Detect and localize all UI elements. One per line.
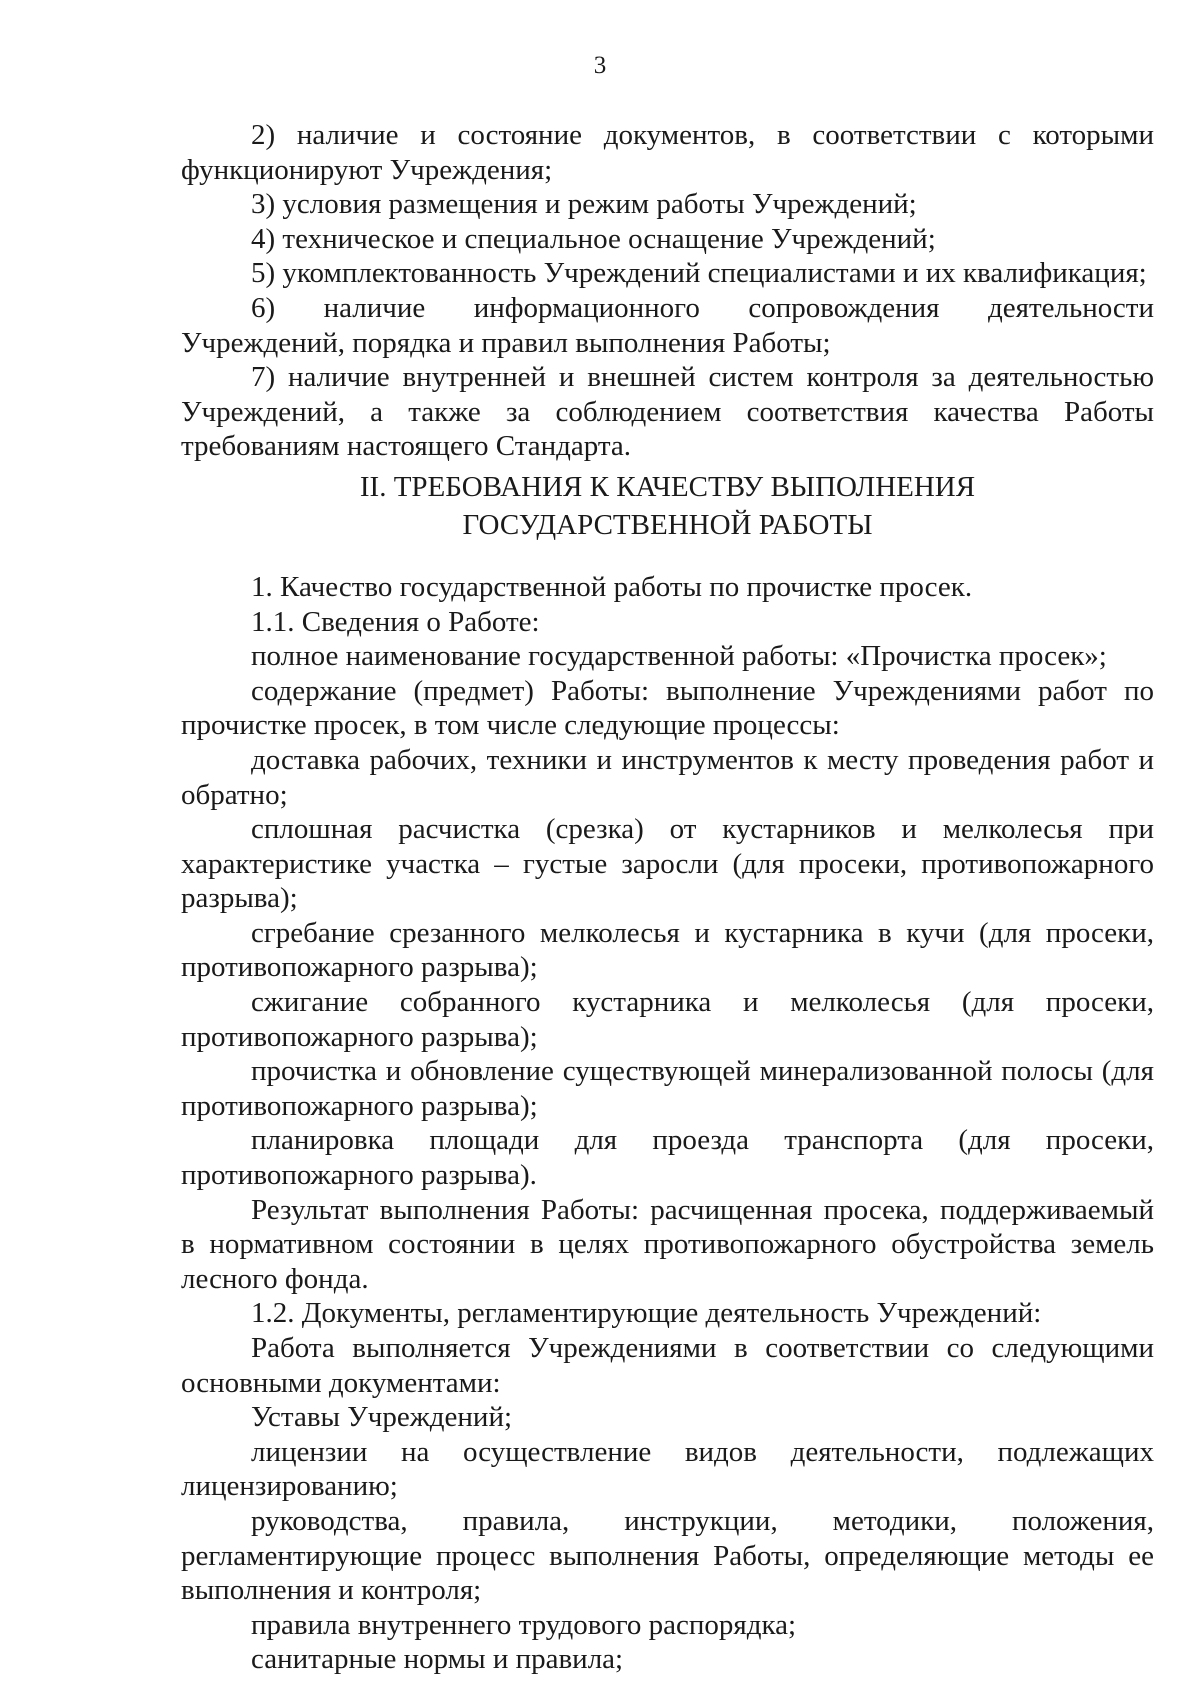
paragraph: доставка рабочих, техники и инструментов к месту проведения работ и обратно; — [181, 743, 1154, 811]
paragraph: 1. Качество государственной работы по прочистке просек. — [251, 570, 973, 603]
section-heading — [181, 464, 1154, 544]
paragraph: сгребание срезанного мелколесья и кустарника в кучи (для просеки, противопожарного разрыва); — [181, 916, 1154, 984]
spacer — [181, 544, 1154, 570]
paragraph: правила внутреннего трудового распорядка; — [251, 1608, 797, 1641]
paragraph: полное наименование государственной работы: «Прочистка просек»; — [251, 640, 1107, 673]
document-body — [181, 118, 1154, 1677]
paragraph: Работа выполняется Учреждениями в соответствии со следующими основными документами: — [181, 1332, 1154, 1399]
paragraph: Результат выполнения Работы: расчищенная просека, поддерживаемый в нормативном состоянии в целях противопожарного обустройства земель лесного фонда. — [181, 1193, 1154, 1295]
paragraph: Уставы Учреждений; — [251, 1401, 513, 1434]
page-number: 3 — [593, 52, 607, 79]
list-item: 3) условия размещения и режим работы Учреждений; — [251, 188, 917, 221]
list-item: 2) наличие и состояние документов, в соответствии с которыми функционируют Учреждения; — [181, 119, 1154, 186]
list-item: 5) укомплектованность Учреждений специалистами и их квалификация; — [251, 257, 1147, 290]
paragraph: прочистка и обновление существующей минерализованной полосы (для противопожарного разрыва); — [181, 1055, 1154, 1122]
section-heading-line-2: ГОСУДАРСТВЕННОЙ РАБОТЫ — [462, 508, 873, 541]
paragraph: 1.2. Документы, регламентирующие деятельность Учреждений: — [251, 1297, 1042, 1330]
list-item: 6) наличие информационного сопровождения деятельности Учреждений, порядка и правил выполнения Работы; — [181, 291, 1154, 359]
paragraph: сплошная расчистка (срезка) от кустарников и мелколесья при характеристике участка – густые заросли (для просеки, противопожарного разрыва); — [181, 813, 1154, 915]
paragraph: санитарные нормы и правила; — [251, 1643, 624, 1676]
list-item: 7) наличие внутренней и внешней систем контроля за деятельностью Учреждений, а также за соблюдением соответствия качества Работы требованиям настоящего Стандарта. — [181, 361, 1154, 463]
paragraph: содержание (предмет) Работы: выполнение Учреждениями работ по прочистке просек, в том числе следующие процессы: — [181, 674, 1154, 742]
paragraph: сжигание собранного кустарника и мелколесья (для просеки, противопожарного разрыва); — [181, 986, 1154, 1053]
paragraph: руководства, правила, инструкции, методики, положения, регламентирующие процесс выполнения Работы, определяющие методы ее выполнения и контроля; — [181, 1504, 1154, 1607]
paragraph: планировка площади для проезда транспорта (для просеки, противопожарного разрыва). — [181, 1124, 1154, 1192]
paragraph: 1.1. Сведения о Работе: — [251, 605, 540, 638]
list-item: 4) техническое и специальное оснащение Учреждений; — [251, 222, 936, 255]
section-heading-line-1: II. ТРЕБОВАНИЯ К КАЧЕСТВУ ВЫПОЛНЕНИЯ — [359, 470, 976, 503]
paragraph: лицензии на осуществление видов деятельности, подлежащих лицензированию; — [181, 1435, 1154, 1503]
